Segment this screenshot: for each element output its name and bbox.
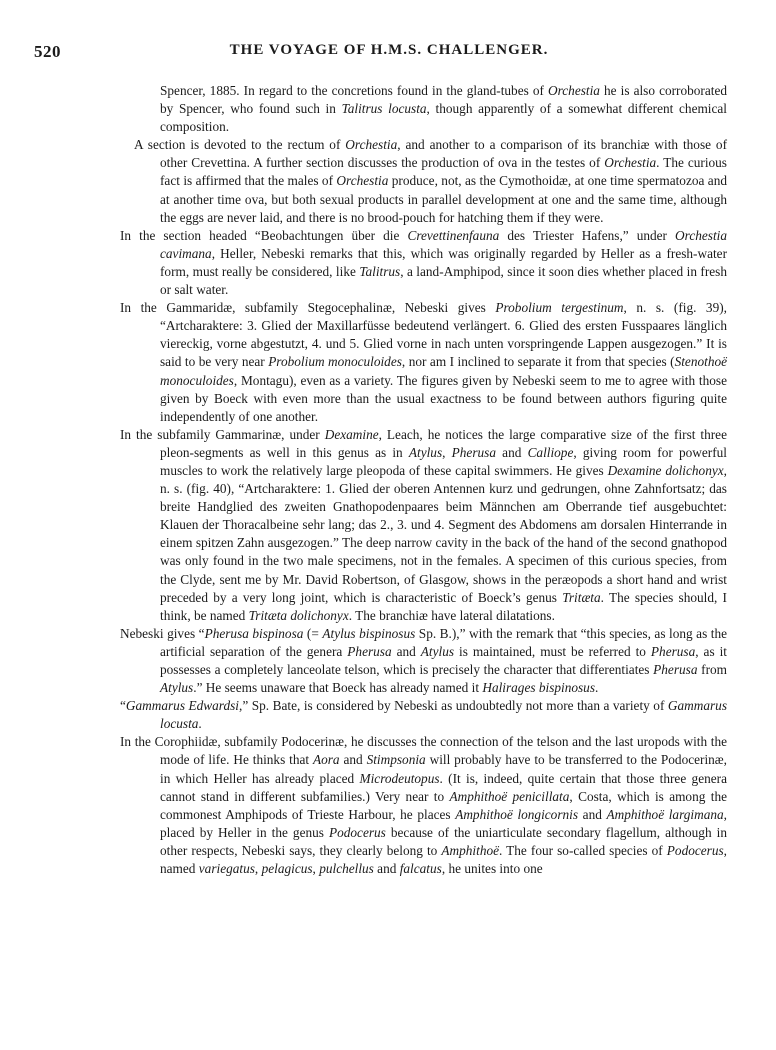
paragraph: “Gammarus Edwardsi,” Sp. Bate, is considered by Nebeski as undoubtedly not more than a variety of Gammarus locusta. [120,698,728,732]
paragraph: In the Corophiidæ, subfamily Podocerinæ, he discusses the connection of the telson and the last uropods with the mode of life. He thinks that Aora and Stimpsonia will probably have to be transferred to the Podocerinæ, in which Heller has already placed Microdeutopus. (It is, indeed, quite certain that those three genera cannot stand in different subfamilies.) Very near to Amphithoë penicillata, Costa, which is among the commonest Amphipods of Trieste Harbour, he places Amphithoë longicornis and Amphithoë largimana, placed by Heller in the genus Podocerus because of the uniarticulate secondary flagellum, although in other respects, Nebeski says, they clearly belong to Amphithoë. The four so-called species of Podocerus, named variegatus, pelagicus, pulchellus and falcatus, he unites into one [120,734,727,877]
paragraph: A section is devoted to the rectum of Orchestia, and another to a comparison of its branchiæ with those of other Crevettina. A further section discusses the production of ova in the testes of Orchestia. The curious fact is affirmed that the males of Orchestia produce, not, as the Cymothoidæ, at one time spermatozoa and at another time ova, but both sexual products in parallel development at one and the same time, although the eggs are never laid, and there is no brood-pouch for hatching them if they were. [134,137,728,225]
paragraph: Spencer, 1885. In regard to the concretions found in the gland-tubes of Orchestia he is also corroborated by Spencer, who found such in Talitrus locusta, though apparently of a somewhat different chemical composition. [160,83,728,135]
running-title: THE VOYAGE OF H.M.S. CHALLENGER. [229,42,549,58]
paragraph: In the Gammaridæ, subfamily Stegocephalinæ, Nebeski gives Probolium tergestinum, n. s. (fig. 39), “Artcharaktere: 3. Glied der Maxillarfüsse bedeutend verlängert. 6. Glied des ersten Fusspaares länglich viereckig, vorne abgestutzt, 4. und 5. Glied vorne in nach unten vorspringende Lappen ausgezogen.” It is said to be very near Probolium monoculoides, nor am I inclined to separate it from that species (Stenothoë monoculoides, Montagu), even as a variety. The figures given by Nebeski seem to me to agree with those given by Boeck with even more than the usual exactness to be found between authors figuring quite independently of one another. [120,300,728,424]
paragraph: Nebeski gives “Pherusa bispinosa (= Atylus bispinosus Sp. B.),” with the remark that “this species, as long as the artificial separation of the genera Pherusa and Atylus is maintained, must be referred to Pherusa, as it possesses a completely lanceolate telson, which is precisely the character that differentiates Pherusa from Atylus.” He seems unaware that Boeck has already named it Halirages bispinosus. [120,625,728,696]
paragraph: In the section headed “Beobachtungen über die Crevettinenfauna des Triester Hafens,” under Orchestia cavimana, Heller, Nebeski remarks that this, which was originally regarded by Heller as a fresh-water form, must really be considered, like Talitrus, a land-Amphipod, since it soon dies whether placed in fresh or salt water. [120,227,727,298]
page-header [34,42,744,64]
page-number: 520 [34,42,61,61]
paragraph: In the subfamily Gammarinæ, under Dexamine, Leach, he notices the large comparative size of the first three pleon-segments as well in this genus as in Atylus, Pherusa and Calliope, giving room for powerful muscles to work the relatively large pleopoda of these capital swimmers. He gives Dexamine dolichonyx, n. s. (fig. 40), “Artcharaktere: 1. Glied der oberen Antennen kurz und gedrungen, ohne Zahnfortsatz; das breite Handglied des zweiten Gnathopodenpaares beim Männchen am Oberrande tief ausgebuchtet: Klauen der Thoracalbeine sehr lang; das 2., 3. und 4. Segment des Abdomens am dorsalen Hinterrande in einem spitzen Zahn ausgezogen.” The deep narrow cavity in the back of the hand of the second gnathopod was only found in the two male specimens, not in the females. A specimen of this curious species, from the Clyde, sent me by Mr. David Robertson, of Glasgow, shows in the peræopods a short hand and wrist preceded by a very long joint, which is characteristic of Boeck’s genus Tritæta. The species should, I think, be named Tritæta dolichonyx. The branchiæ have lateral dilatations. [120,426,727,623]
body-text [120,82,727,878]
